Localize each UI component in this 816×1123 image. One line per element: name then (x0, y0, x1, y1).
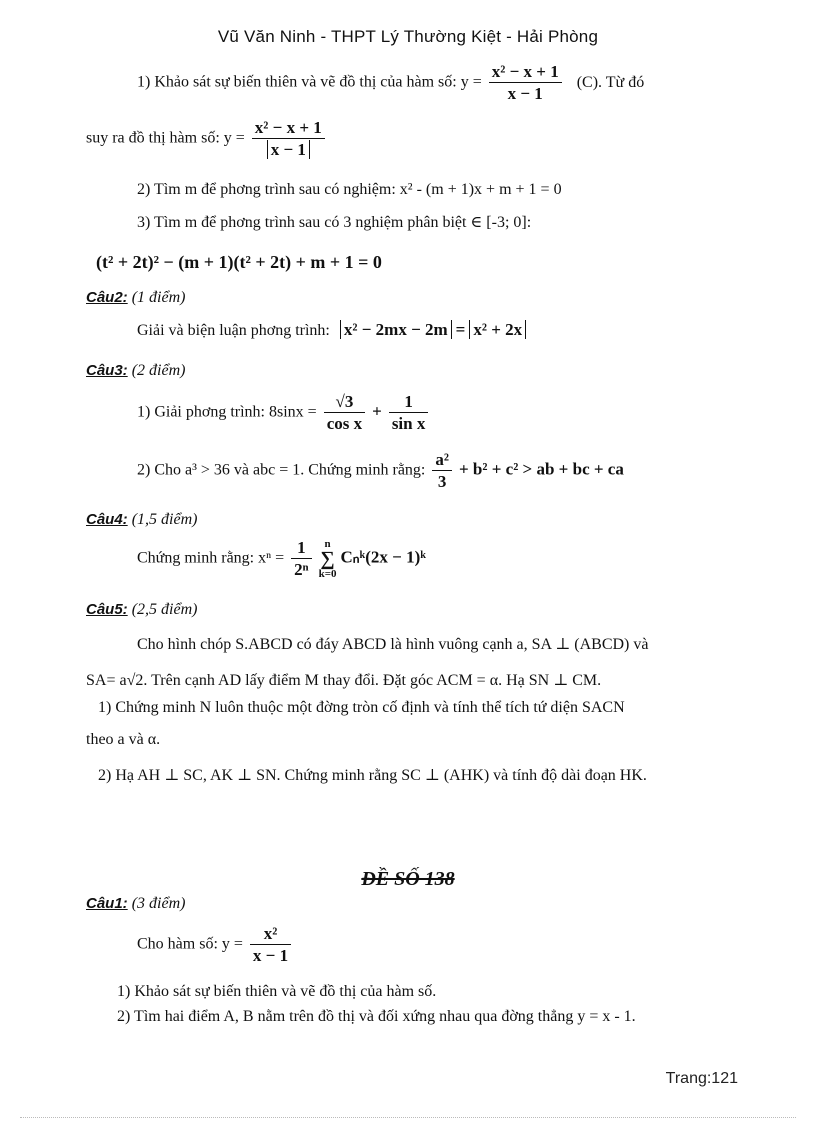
question-5-line-2: SA= a√2. Trên cạnh AD lấy điểm M thay đổi. Đặt góc ACM = α. Hạ SN ⊥ CM. (86, 672, 602, 689)
question-4-points: (1,5 điểm) (131, 511, 198, 528)
question-2-points: (1 điểm) (131, 289, 186, 306)
problem-1-2: 2) Tìm m để phơng trình sau có nghiệm: x² - (m + 1)x + m + 1 = 0 (137, 181, 562, 198)
question-5-line-5: 2) Hạ AH ⊥ SC, AK ⊥ SN. Chứng minh rằng SC ⊥ (AHK) và tính độ dài đoạn HK. (98, 767, 647, 784)
bottom-dotted-rule (20, 1117, 796, 1118)
plus-sign: + (372, 401, 382, 421)
question-3-label: Câu3: (86, 362, 128, 379)
question-5-line-3: 1) Chứng minh N luôn thuộc một đờng tròn cố định và tính thể tích tứ diện SACN (98, 699, 625, 716)
question-1-body (137, 924, 294, 966)
fraction-2: $\frac{\text{x² − x + 1}}{x - 1}$ (252, 118, 325, 160)
question-3-points: (2 điểm) (131, 362, 186, 379)
question-1-label: Câu1: (86, 895, 128, 912)
equals-sign: = (455, 320, 466, 339)
fraction-a2-3: $\frac{\text{a²}}{3}$ (432, 450, 452, 492)
question-5-label: Câu5: (86, 601, 128, 618)
fraction-x2: $\frac{\text{x²}}{x - 1}$ (250, 924, 291, 966)
question-4-label: Câu4: (86, 511, 128, 528)
problem-1-1 (137, 62, 644, 104)
question-1-points: (3 điểm) (131, 895, 186, 912)
question-3-2 (137, 450, 624, 492)
question-1-1: 1) Khảo sát sự biến thiên và vẽ đồ thị của hàm số. (117, 983, 437, 1000)
problem-1-1-post: (C). Từ đó (576, 73, 645, 91)
question-3-1-text: 1) Giải phơng trình: 8sinx = (137, 403, 317, 421)
question-3-1 (137, 392, 431, 434)
abs-rhs: x² + 2x (469, 320, 526, 339)
fraction-1-sin: $\frac{1}{\text{sin x}}$ (389, 392, 429, 434)
sum-body: Cₙᵏ(2x − 1)ᵏ (340, 547, 426, 567)
question-1-2: 2) Tìm hai điểm A, B nằm trên đồ thị và đối xứng nhau qua đờng thẳng y = x - 1. (117, 1008, 636, 1025)
question-5-line-1: Cho hình chóp S.ABCD có đáy ABCD là hình vuông cạnh a, SA ⊥ (ABCD) và (137, 636, 649, 653)
question-5-points: (2,5 điểm) (131, 601, 198, 618)
page-number: Trang:121 (665, 1070, 738, 1087)
problem-1-1b-text: suy ra đồ thị hàm số: y = (86, 129, 245, 147)
question-5-line-4: theo a và α. (86, 731, 161, 748)
sum-symbol: n ∑ k=0 (318, 538, 337, 580)
question-4-body (137, 538, 426, 580)
question-3-heading (86, 362, 185, 380)
fraction-sqrt3-cos: $\frac{√3}{\text{cos x}}$ (324, 392, 365, 434)
problem-1-3: 3) Tìm m để phơng trình sau có 3 nghiệm phân biệt ∈ [-3; 0]: (137, 214, 532, 231)
question-2-text: Giải và biện luận phơng trình: (137, 322, 330, 339)
question-1-text: Cho hàm số: y = (137, 935, 243, 953)
fraction-1-2n: $\frac{1}{\text{2ⁿ}}$ (291, 538, 311, 580)
question-4-heading (86, 511, 197, 529)
question-2-body (137, 320, 526, 340)
question-1-heading (86, 895, 185, 913)
question-2-label: Câu2: (86, 289, 128, 306)
question-4-text: Chứng minh rằng: xⁿ = (137, 549, 285, 567)
problem-1-1b (86, 118, 328, 160)
question-3-2-text: 2) Cho a³ > 36 và abc = 1. Chứng minh rằng: (137, 461, 426, 479)
page-header: Vũ Văn Ninh - THPT Lý Thường Kiệt - Hải Phòng (217, 27, 599, 46)
fraction-1: $\frac{\text{x² − x + 1}}{x - 1}$ (489, 62, 562, 104)
question-2-heading (86, 289, 185, 307)
inequality-rest: + b² + c² > ab + bc + ca (458, 459, 624, 479)
exam-title: ĐỀ SỐ 138 (361, 868, 455, 890)
abs-lhs: x² − 2mx − 2m (340, 320, 452, 339)
equation-t: (t² + 2t)² − (m + 1)(t² + 2t) + m + 1 = 0 (96, 252, 382, 272)
problem-1-1-text: 1) Khảo sát sự biến thiên và vẽ đồ thị của hàm số: y = (137, 73, 482, 91)
question-5-heading (86, 601, 197, 619)
